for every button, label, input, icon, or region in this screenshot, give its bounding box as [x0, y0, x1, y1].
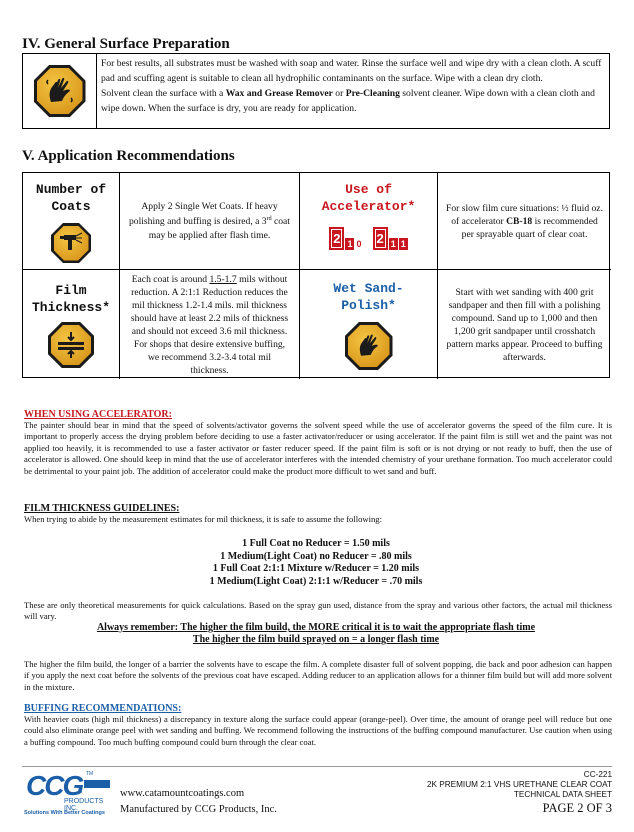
footer-website: www.catamountcoatings.com [120, 788, 245, 799]
buffing-heading: BUFFING RECOMMENDATIONS: [24, 703, 182, 714]
section-5-title: V. Application Recommendations [22, 148, 235, 164]
surface-prep-box [22, 53, 610, 129]
sand-text: Start with wet sanding with 400 grit sandpaper and then fill with a polishing compound. Sand up to 1,000 and then 1,200 grit sandpaper until crosshatch pattern marks appear. Proceed to buffing afterwards. [446, 286, 603, 363]
surface-prep-icon-cell [23, 54, 97, 128]
accelerator-note-text: The painter should bear in mind that the speed of solvents/activator governs the solvent speed while the use of accelerator governs the speed of the film cure. It is important to properly access the drying problem before deciding to use a faster activator/reducer or using accelerator. If the paint film is still wet and the paint was not applied too heavily, it is recommended to use a faster activator or faster reducer speed. If the paint film is soft or is not drying or not ready to buff, then the use of accelerator is allowed. One should keep in mind that the use of accelerator interferes with the intended chemistry of your urethane formation. Too much accelerator could be detrimental to your paint job. The addition of accelerator could make the product more difficult to wet sand and buff. [24, 420, 612, 476]
section-4-title: IV. General Surface Preparation [22, 36, 230, 52]
film-text: Each coat is around 1.5-1.7 mils without reduction. A 2:1:1 Reduction reduces the mil thickness 1.2-1.4 mils. mil thickness should have at least 2.2 mils of thickness and should not exceed 3.6 mil thickness. For shops that desire extensive buffing, we recommend 3.2-3.4 total mil thickness. [130, 273, 289, 376]
film-thickness-icon [48, 322, 94, 368]
application-table [22, 172, 610, 378]
hand-polishing-icon [345, 322, 393, 370]
footer-sheet-type: TECHNICAL DATA SHEET [513, 790, 612, 799]
logo-tagline: Solutions With Better Coatings [24, 810, 105, 816]
footer-page-number: PAGE 2 OF 3 [542, 801, 612, 815]
spray-gun-icon [51, 223, 91, 263]
film-remember-line-2: The higher the film build sprayed on = a longer flash time [192, 634, 440, 645]
film-guideline-line: 1 Full Coat no Reducer = 1.50 mils [242, 538, 390, 549]
footer-product-name: 2K PREMIUM 2:1 VHS URETHANE CLEAR COAT [426, 780, 612, 789]
film-label: Film Thickness* [31, 283, 110, 315]
ratio-icons [300, 227, 437, 250]
film-text-cell [120, 270, 300, 379]
sand-label: Wet Sand- Polish* [333, 281, 404, 313]
accelerator-label: Use of Accelerator* [321, 182, 416, 214]
hand-wiping-icon [34, 65, 86, 117]
film-guidelines-intro: When trying to abide by the measurement estimates for mil thickness, it is safe to assume the following: [24, 514, 382, 524]
sand-text-cell [438, 270, 611, 379]
coats-label-cell [23, 173, 120, 270]
footer-right [427, 770, 612, 813]
footer-product-code: CC-221 [583, 770, 612, 779]
film-guideline-line: 1 Medium(Light Coat) 2:1:1 w/Reducer = .70 mils [209, 575, 423, 587]
coats-label: Number of Coats [35, 182, 107, 214]
film-label-cell [23, 270, 120, 379]
surface-prep-paragraph-1: For best results, all substrates must be washed with soap and water. Rinse the surface well and wipe dry with a clean cloth. A scuff pad and scuffing agent is suitable to clean all hydrophilic contaminants on the surface. Wipe with a clean dry cloth. [101, 58, 602, 84]
film-guideline-line: 1 Full Coat 2:1:1 Mixture w/Reducer = 1.20 mils [212, 563, 420, 574]
film-higher-build-text: The higher the film build, the longer of a barrier the solvents have to escape the film. A complete disaster full of solvent popping, die back and poor adhesion can happen if you apply the next coat before the solvents of the previous coat have escaped. Adding reducer to an application allows for a thinner film build but will add more solvent in the mixture. [24, 659, 612, 692]
footer-left [120, 786, 277, 818]
accelerator-label-cell [300, 173, 438, 270]
sand-label-cell [300, 270, 438, 379]
buffing-text: With heavier coats (high mil thickness) a discrepancy in texture along the surface could appear (orange-peel). Over time, the amount of orange peel will reduce but one could also eliminate orange peel with wet sanding and buffing. We recommend following the instructions of the buffing compound manufacturer. Use caution when using a buffing compound. Too much buffing compound could burn through the clear coat. [24, 714, 612, 747]
ccg-logo: CCG TM PRODUCTS INC. Solutions With Better Coatings [24, 770, 112, 820]
film-remember-line-1: Always remember: The higher the film build, the MORE critical it is to wait the appropriate flash time [96, 622, 536, 633]
coats-text: Apply 2 Single Wet Coats. If heavy polishing and buffing is desired, a 3rd coat may be applied after flash time. [129, 201, 290, 241]
film-guidelines-list [22, 538, 610, 588]
footer-manufacturer: Manufactured by CCG Products, Inc. [120, 804, 277, 815]
film-guideline-line: 1 Medium(Light Coat) no Reducer = .80 mils [220, 550, 412, 562]
footer-divider [22, 766, 612, 767]
accelerator-note-heading: WHEN USING ACCELERATOR: [24, 409, 172, 420]
coats-text-cell [120, 173, 300, 270]
surface-prep-paragraph-2: Solvent clean the surface with a Wax and Grease Remover or Pre-Cleaning solvent cleaner. Wipe down with a clean cloth and wipe down. When the surface is dry, you are ready for application. [101, 88, 595, 114]
film-guidelines-heading: FILM THICKNESS GUIDELINES: [24, 503, 180, 514]
surface-prep-text [97, 54, 609, 128]
film-theoretical-text: These are only theoretical measurements for quick calculations. Based on the spray gun used, distance from the spray and various other factors, the actual mil thickness will vary. [24, 600, 612, 622]
ratio-210-icon: 2 1 0 [329, 227, 362, 250]
ratio-211-icon: 2 1 1 [373, 227, 408, 250]
accelerator-text-cell [438, 173, 611, 270]
accelerator-text: For slow film cure situations: ½ fluid oz. of accelerator CB-18 is recommended per sprayable quart of clear coat. [446, 202, 603, 240]
